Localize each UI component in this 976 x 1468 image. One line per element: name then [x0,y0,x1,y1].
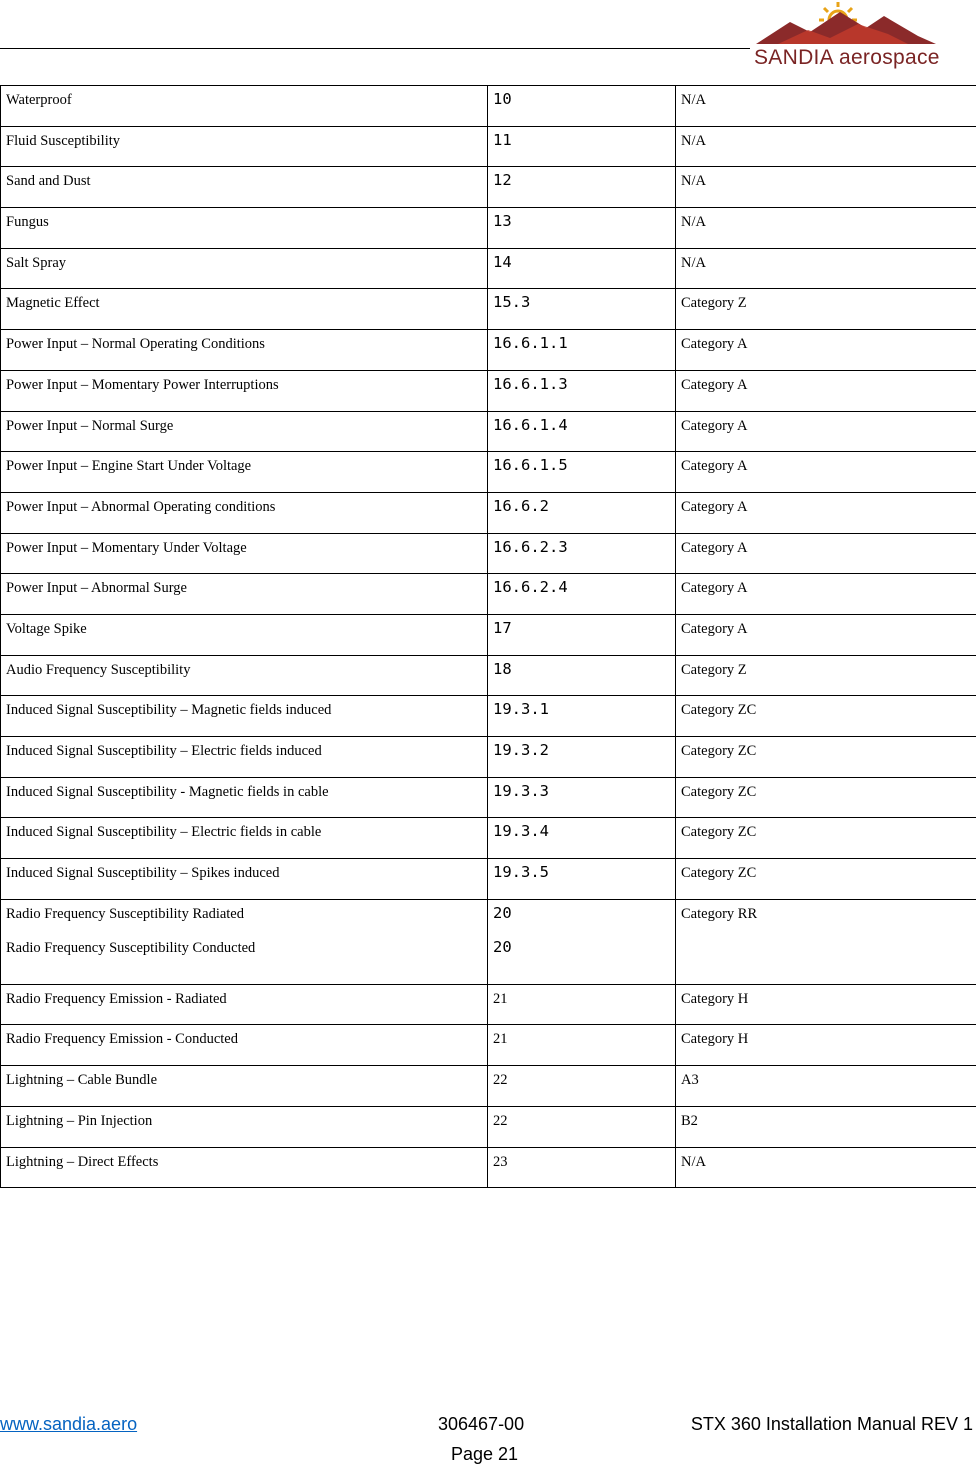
section-cell: 22 [488,1106,676,1147]
table-row [1,86,976,127]
category-cell: N/A [676,167,976,208]
section-cell [488,899,676,984]
condition-cell: Induced Signal Susceptibility – Spikes induced [1,859,488,900]
logo-brand-name: SANDIA [754,46,833,69]
condition-cell: Power Input – Momentary Power Interruptions [1,370,488,411]
section-cell: 13 [488,208,676,249]
category-cell: Category A [676,370,976,411]
table-row [1,818,976,859]
category-cell: Category ZC [676,696,976,737]
condition-cell: Power Input – Abnormal Surge [1,574,488,615]
category-cell: N/A [676,126,976,167]
section-cell: 12 [488,167,676,208]
category-cell: N/A [676,1147,976,1188]
condition-cell: Waterproof [1,86,488,127]
category-cell: Category RR [676,899,976,984]
section-cell: 11 [488,126,676,167]
condition-cell: Power Input – Normal Operating Conditions [1,330,488,371]
table-row [1,614,976,655]
table-row [1,1147,976,1188]
table-row [1,859,976,900]
table-row [1,777,976,818]
logo-brand-suffix: aerospace [838,46,940,69]
condition-cell [1,899,488,984]
condition-cell: Lightning – Direct Effects [1,1147,488,1188]
condition-cell: Lightning – Pin Injection [1,1106,488,1147]
section-cell: 22 [488,1066,676,1107]
environmental-qualification-table [0,85,976,1188]
table-row [1,1066,976,1107]
table-row [1,737,976,778]
category-cell: Category A [676,492,976,533]
category-cell: N/A [676,208,976,249]
table-row [1,655,976,696]
section-cell: 19.3.3 [488,777,676,818]
table-row [1,452,976,493]
section-cell: 19.3.5 [488,859,676,900]
condition-cell: Lightning – Cable Bundle [1,1066,488,1107]
category-cell: Category A [676,330,976,371]
page-header [0,0,976,80]
condition-cell: Voltage Spike [1,614,488,655]
section-cell: 14 [488,248,676,289]
section-cell: 21 [488,1025,676,1066]
section-cell: 16.6.1.3 [488,370,676,411]
condition-cell: Induced Signal Susceptibility – Electric fields in cable [1,818,488,859]
section-cell: 15.3 [488,289,676,330]
condition-line: Radio Frequency Susceptibility Conducted [6,939,256,956]
category-cell: Category ZC [676,818,976,859]
category-cell: Category Z [676,289,976,330]
table-row [1,696,976,737]
condition-cell: Fluid Susceptibility [1,126,488,167]
table-row [1,533,976,574]
table-row-rf-susceptibility [1,899,976,984]
table-row [1,208,976,249]
condition-cell: Sand and Dust [1,167,488,208]
condition-cell: Power Input – Engine Start Under Voltage [1,452,488,493]
section-cell: 19.3.1 [488,696,676,737]
table-row [1,126,976,167]
section-line: 20 [493,937,512,956]
section-cell: 23 [488,1147,676,1188]
website-link[interactable]: www.sandia.aero [0,1414,138,1434]
category-cell: Category H [676,984,976,1025]
section-cell: 18 [488,655,676,696]
section-cell: 16.6.2.3 [488,533,676,574]
table-row [1,1025,976,1066]
category-cell: Category A [676,411,976,452]
table-row [1,370,976,411]
header-rule [0,48,750,49]
sandia-aerospace-logo [748,0,944,72]
document-title: STX 360 Installation Manual REV 1 [690,1414,973,1434]
condition-cell: Power Input – Abnormal Operating conditions [1,492,488,533]
condition-cell: Power Input – Momentary Under Voltage [1,533,488,574]
category-cell: Category A [676,452,976,493]
condition-cell: Magnetic Effect [1,289,488,330]
category-cell: Category A [676,574,976,615]
condition-cell: Induced Signal Susceptibility – Magnetic fields induced [1,696,488,737]
table-row [1,1106,976,1147]
table-row [1,248,976,289]
section-cell: 19.3.4 [488,818,676,859]
condition-cell: Power Input – Normal Surge [1,411,488,452]
condition-cell: Fungus [1,208,488,249]
page-footer [0,1414,976,1468]
table-row [1,574,976,615]
category-cell: Category ZC [676,737,976,778]
document-number: 306467-00 [438,1414,525,1434]
category-cell: Category A [676,614,976,655]
category-cell: Category H [676,1025,976,1066]
table-row [1,411,976,452]
section-cell: 17 [488,614,676,655]
table-row [1,984,976,1025]
condition-cell: Radio Frequency Emission - Radiated [1,984,488,1025]
condition-cell: Induced Signal Susceptibility – Electric fields induced [1,737,488,778]
category-cell: Category A [676,533,976,574]
condition-cell: Induced Signal Susceptibility - Magnetic fields in cable [1,777,488,818]
table-row [1,492,976,533]
page-number: Page 21 [451,1444,519,1464]
table-row [1,167,976,208]
section-cell: 16.6.1.1 [488,330,676,371]
section-line: 20 [493,903,512,922]
condition-cell: Salt Spray [1,248,488,289]
logo-wordmark [754,46,940,70]
section-cell: 21 [488,984,676,1025]
table-row [1,289,976,330]
category-cell: Category ZC [676,859,976,900]
section-cell: 10 [488,86,676,127]
category-cell: B2 [676,1106,976,1147]
condition-cell: Audio Frequency Susceptibility [1,655,488,696]
section-cell: 16.6.1.4 [488,411,676,452]
section-cell: 16.6.2 [488,492,676,533]
table-row [1,330,976,371]
category-cell: A3 [676,1066,976,1107]
section-cell: 16.6.2.4 [488,574,676,615]
condition-line: Radio Frequency Susceptibility Radiated [6,905,244,922]
category-cell: N/A [676,248,976,289]
section-cell: 16.6.1.5 [488,452,676,493]
category-cell: N/A [676,86,976,127]
category-cell: Category Z [676,655,976,696]
section-cell: 19.3.2 [488,737,676,778]
category-cell: Category ZC [676,777,976,818]
condition-cell: Radio Frequency Emission - Conducted [1,1025,488,1066]
mountain-sun-logo-icon [748,0,944,50]
